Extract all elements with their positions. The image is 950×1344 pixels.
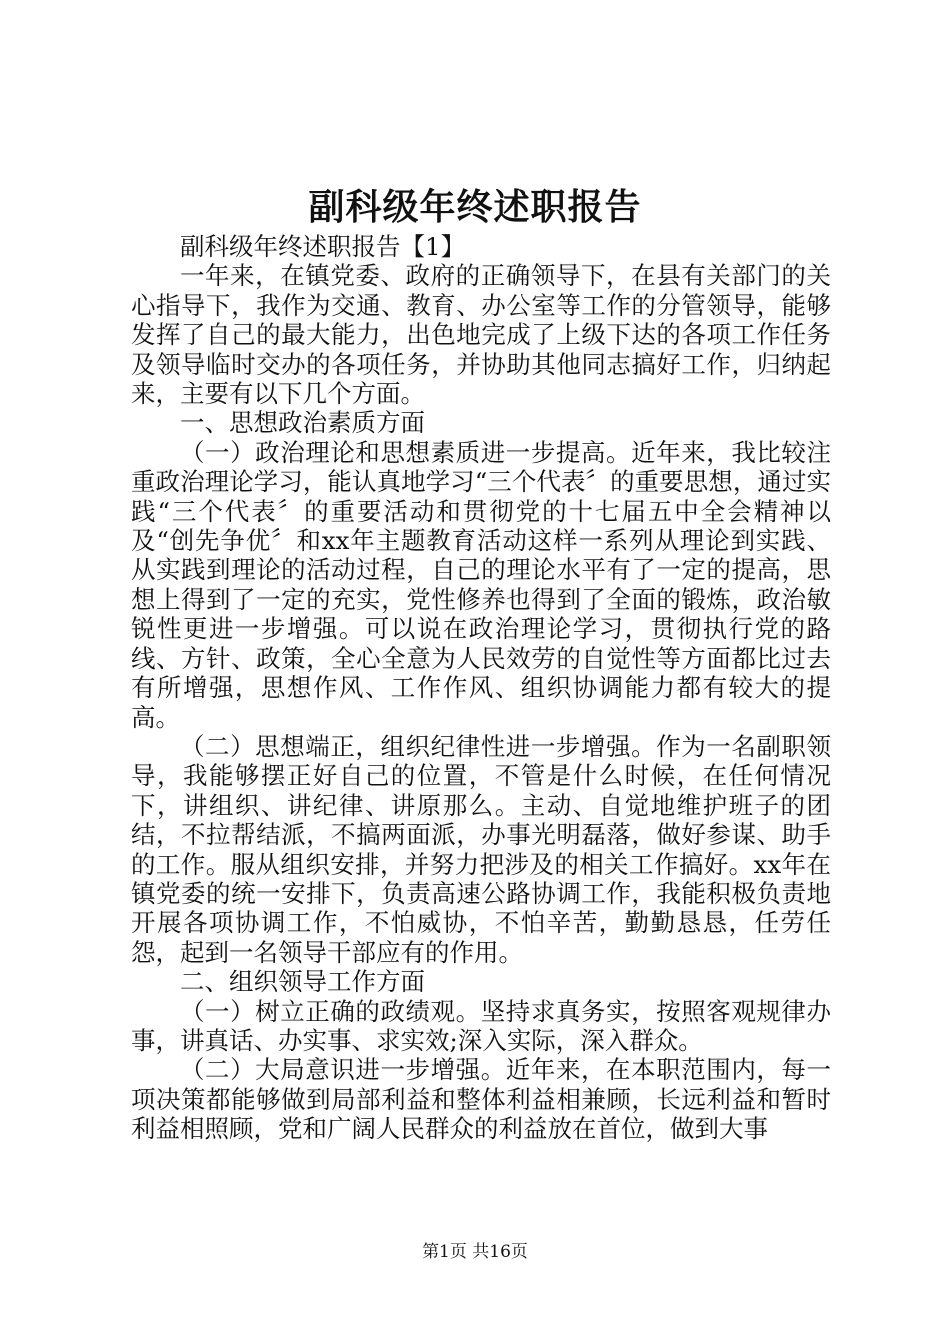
document-title: 副科级年终述职报告: [308, 186, 642, 228]
paragraph-report-heading: 副科级年终述职报告【1】: [180, 232, 466, 261]
document-body: [131, 232, 831, 1144]
paragraph-political-theory: （一）政治理论和思想素质进一步提高。近年来，我比较注重政治理论学习，能认真地学习“三个代表〞的重要思想，通过实践“三个代表〞的重要活动和贯彻党的十七届五中全会精神以及“创先争优〞和xx年主题教育活动这样一系列从理论到实践、从实践到理论的活动过程，自己的理论水平有了一定的提高，思想上得到了一定的充实，党性修养也得到了全面的锻炼，政治敏锐性更进一步增强。可以说在政治理论学习，贯彻执行党的路线、方针、政策，全心全意为人民效劳的自觉性等方面都比过去有所增强，思想作风、工作作风、组织协调能力都有较大的提高。: [131, 437, 831, 732]
paragraph-overall-awareness: （二）大局意识进一步增强。近年来，在本职范围内，每一项决策都能够做到局部利益和整体利益相兼顾，长远利益和暂时利益相照顾，党和广阔人民群众的利益放在首位，做到大事: [131, 1055, 831, 1144]
paragraph-performance-view: （一）树立正确的政绩观。坚持求真务实，按照客观规律办事，讲真话、办实事、求实效;深入实际，深入群众。: [131, 996, 831, 1055]
page-number-footer: 第1页 共16页: [422, 1242, 528, 1262]
section-heading-political: 一、思想政治素质方面: [180, 408, 425, 438]
paragraph-intro: 一年来，在镇党委、政府的正确领导下，在县有关部门的关心指导下，我作为交通、教育、办公室等工作的分管领导，能够发挥了自己的最大能力，出色地完成了上级下达的各项工作任务及领导临时交办的各项任务，并协助其他同志搞好工作，归纳起来，主要有以下几个方面。: [131, 261, 831, 409]
section-heading-leadership: 二、组织领导工作方面: [180, 967, 425, 997]
paragraph-discipline: （二）思想端正，组织纪律性进一步增强。作为一名副职领导，我能够摆正好自己的位置，不管是什么时候，在任何情况下，讲组织、讲纪律、讲原那么。主动、自觉地维护班子的团结，不拉帮结派，不搞两面派，办事光明磊落，做好参谋、助手的工作。服从组织安排，并努力把涉及的相关工作搞好。xx年在镇党委的统一安排下，负责高速公路协调工作，我能积极负责地开展各项协调工作，不怕威协，不怕辛苦，勤勤恳恳，任劳任怨，起到一名领导干部应有的作用。: [131, 731, 831, 967]
